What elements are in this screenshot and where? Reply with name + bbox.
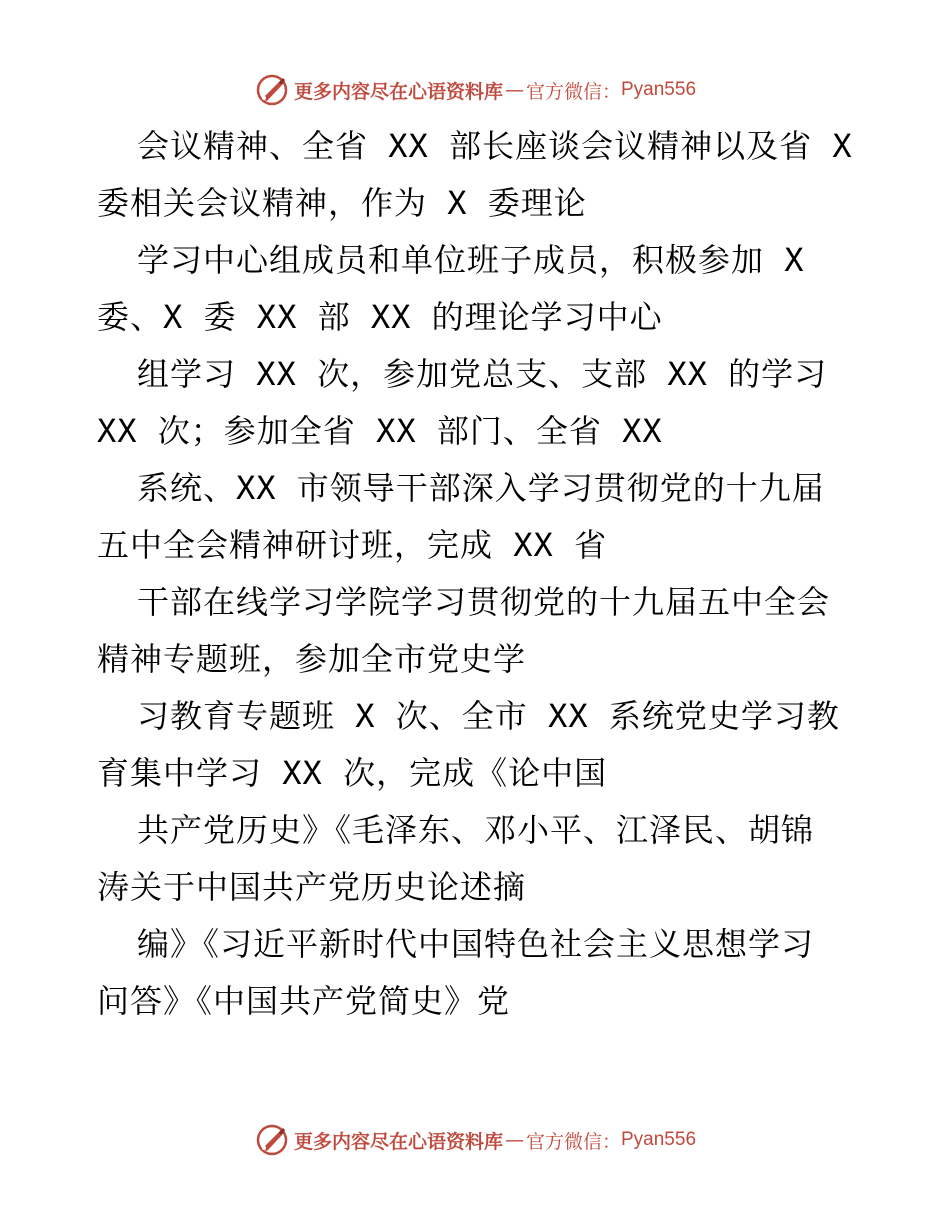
text-line: 会议精神、全省 XX 部长座谈会议精神以及省 X: [137, 127, 853, 165]
header-wechat-id: Pyan556: [621, 79, 697, 100]
text-line: 组学习 XX 次，参加党总支、支部 XX 的学习: [137, 355, 828, 393]
text-line: 系统、XX 市领导干部深入学习贯彻党的十九届: [137, 469, 825, 507]
text-line: 学习中心组成员和单位班子成员，积极参加 X: [137, 241, 805, 279]
text-line: 共产党历史》《毛泽东、邓小平、江泽民、胡锦: [137, 811, 815, 849]
footer-banner: [0, 1120, 950, 1160]
header-site-text: 更多内容尽在心语资料库: [293, 80, 503, 103]
footer-site-text: 更多内容尽在心语资料库: [293, 1130, 503, 1153]
text-line: 问答》《中国共产党简史》党: [97, 982, 511, 1020]
header-separator: —: [504, 79, 524, 101]
text-line: 编》《习近平新时代中国特色社会主义思想学习: [137, 925, 815, 963]
text-line: 涛关于中国共产党历史论述摘: [97, 868, 527, 906]
body-text: [97, 118, 877, 1030]
header-wechat-label: 官方微信：: [525, 80, 621, 103]
text-line: 习教育专题班 X 次、全市 XX 系统党史学习教: [137, 697, 840, 735]
pen-logo-icon: [254, 1122, 290, 1158]
pen-logo-icon: [254, 72, 290, 108]
footer-wechat-id: Pyan556: [621, 1129, 697, 1150]
text-line: 育集中学习 XX 次，完成《论中国: [97, 754, 608, 792]
text-line: 五中全会精神研讨班，完成 XX 省: [97, 526, 608, 564]
text-line: XX 次；参加全省 XX 部门、全省 XX: [97, 412, 663, 450]
footer-wechat-label: 官方微信：: [525, 1130, 621, 1153]
text-line: 干部在线学习学院学习贯彻党的十九届五中全会: [137, 583, 831, 621]
text-line: 委相关会议精神，作为 X 委理论: [97, 184, 587, 222]
footer-separator: —: [504, 1129, 524, 1151]
header-banner: [0, 70, 950, 110]
text-line: 委、X 委 XX 部 XX 的理论学习中心: [97, 298, 663, 336]
text-line: 精神专题班，参加全市党史学: [97, 640, 527, 678]
